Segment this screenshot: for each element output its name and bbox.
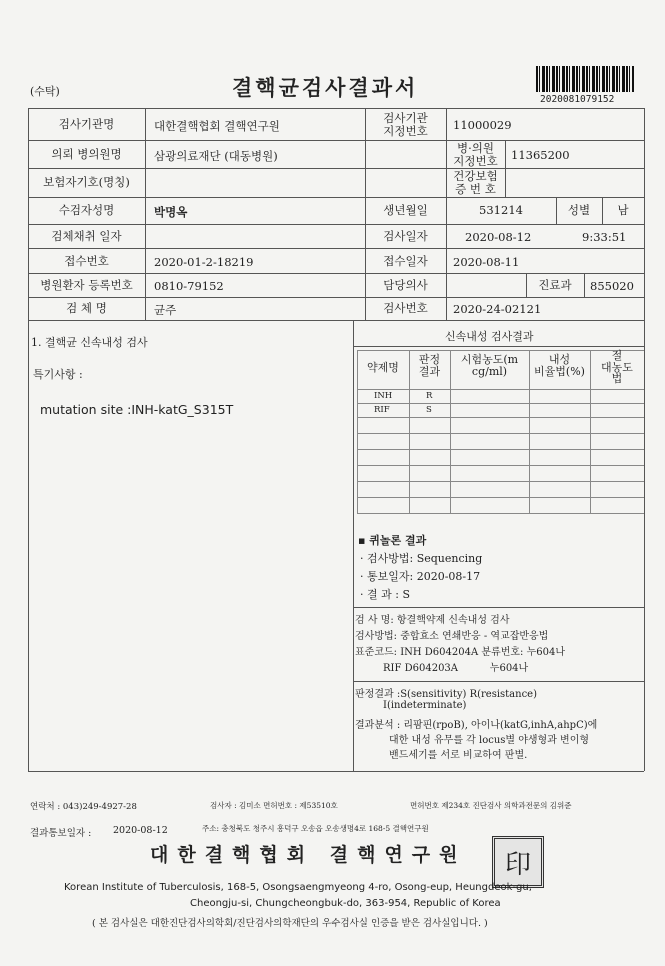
method-code-2: RIF D604203A 누604나 bbox=[383, 663, 529, 674]
col-crit-line3: 법 bbox=[611, 372, 623, 386]
col-conc-line2: cg/ml) bbox=[471, 365, 508, 379]
hosp-reg-label: 병원환자 등록번호 bbox=[40, 278, 133, 292]
receipt-no-value: 2020-01-2-18219 bbox=[154, 255, 254, 269]
receipt-no-label: 접수번호 bbox=[64, 254, 109, 268]
method-test-name: 검 사 명: 항결핵약제 신속내성 검사 bbox=[355, 615, 510, 626]
col-conc bbox=[450, 354, 529, 378]
col-result bbox=[409, 354, 450, 378]
specimen-label: 검 체 명 bbox=[66, 301, 107, 315]
patient-value: 박명옥 bbox=[154, 205, 188, 219]
seal-text: 印 bbox=[504, 849, 531, 880]
dept-label: 진료과 bbox=[538, 278, 572, 292]
contact: 연락처 : 043)249-4927-28 bbox=[30, 802, 137, 812]
hosp-reg-value: 0810-79152 bbox=[154, 279, 224, 293]
col-resist bbox=[529, 354, 590, 378]
interp-4: 대한 내성 유무를 각 locus별 야생형과 변이형 bbox=[389, 735, 590, 746]
insurance-label: 보험자기호(명칭) bbox=[43, 175, 130, 189]
req-hospital-label: 의뢰 병의원명 bbox=[51, 147, 122, 161]
dob-label: 생년월일 bbox=[383, 203, 428, 217]
interp-3: 결과분석 : 리팜핀(rpoB), 아이나(katG,inhA,ahpC)에 bbox=[355, 720, 598, 731]
test-no-value: 2020-24-02121 bbox=[453, 302, 542, 316]
copy-label: (수탁) bbox=[30, 85, 60, 98]
org-name: 대한결핵협회 결핵연구원 bbox=[150, 844, 467, 866]
eng-line-2: Cheongju-si, Chungcheongbuk-do, 363-954, Republic of Korea bbox=[190, 898, 501, 909]
row-result-inh: R bbox=[426, 391, 433, 401]
sex-label: 성별 bbox=[567, 203, 591, 217]
col-crit bbox=[590, 350, 644, 385]
lab-code-label-line1: 검사기관 bbox=[383, 111, 428, 125]
specimen-value: 균주 bbox=[154, 303, 177, 317]
mutation-text: mutation site :INH-katG_S315T bbox=[40, 402, 234, 417]
dob-value: 531214 bbox=[479, 203, 523, 217]
test-time-value: 9:33:51 bbox=[582, 230, 627, 244]
test-no-label: 검사번호 bbox=[383, 301, 428, 315]
lab-code-value: 11000029 bbox=[453, 118, 512, 132]
tester: 검사자 : 김미소 면허번호 : 제53510호 bbox=[210, 801, 338, 810]
fq-date: · 통보일자: 2020-08-17 bbox=[360, 570, 481, 583]
hosp-code-label-line1: 병·의원 bbox=[457, 141, 494, 155]
col-crit-line1: 절 bbox=[611, 349, 623, 362]
hc-label-line2: 증 번 호 bbox=[455, 181, 496, 196]
eng-line-1: Korean Institute of Tuberculosis, 168-5, Osongsaengmyeong 4-ro, Osong-eup, Heungdeok-gu, bbox=[64, 882, 532, 893]
collect-label: 검체채취 일자 bbox=[51, 229, 122, 243]
interp-5: 밴드세기를 서로 비교하여 판별. bbox=[389, 750, 528, 761]
interp-1: 판정결과 :S(sensitivity) R(resistance) bbox=[355, 689, 538, 700]
doctor-label: 담당의사 bbox=[383, 278, 428, 292]
cert-note: ( 본 검사실은 대한진단검사의학회/진단검사의학재단의 우수검사실 인증을 받은 검사실입니다. ) bbox=[92, 918, 488, 929]
lab-code-label-line2: 지정번호 bbox=[383, 123, 428, 138]
lab-label: 검사기관명 bbox=[58, 117, 115, 131]
fq-result: · 결 과 : S bbox=[360, 588, 410, 601]
lab-value: 대한결핵협회 결핵연구원 bbox=[154, 119, 280, 133]
page-title: 결핵균검사결과서 bbox=[232, 75, 419, 100]
row-drug-inh: INH bbox=[374, 391, 393, 401]
hosp-code-value: 11365200 bbox=[511, 148, 570, 162]
official-seal bbox=[492, 836, 544, 888]
dept-value: 855020 bbox=[590, 279, 634, 293]
receipt-date-value: 2020-08-11 bbox=[453, 255, 520, 269]
sex-value: 남 bbox=[617, 203, 629, 217]
method-code-1: 표준코드: INH D604204A 분류번호: 누604나 bbox=[355, 647, 565, 658]
test-date-value: 2020-08-12 bbox=[465, 230, 532, 244]
fq-title: ▪ 퀴놀론 결과 bbox=[358, 534, 427, 547]
lab-code-label bbox=[365, 112, 446, 137]
hosp-code-label bbox=[446, 142, 505, 167]
col-conc-line1: 시험농도(m bbox=[460, 353, 519, 366]
row-drug-rif: RIF bbox=[374, 405, 390, 415]
notify-label: 결과통보일자 : bbox=[30, 828, 92, 839]
interp-2: I(indeterminate) bbox=[383, 700, 467, 711]
hc-label bbox=[446, 170, 505, 195]
barcode bbox=[536, 66, 634, 92]
col-result-line2: 결과 bbox=[418, 365, 441, 379]
col-resist-line1: 내성 bbox=[548, 353, 571, 366]
method-method: 검사방법: 중합효소 연쇄반응 - 역교잡반응법 bbox=[355, 631, 549, 642]
col-crit-line2: 대농도 bbox=[601, 360, 633, 374]
right-panel-title: 신속내성 검사결과 bbox=[445, 330, 534, 343]
hosp-code-label-line2: 지정번호 bbox=[453, 153, 498, 168]
remarks-label: 특기사항 : bbox=[33, 368, 83, 381]
patient-label: 수검자성명 bbox=[58, 203, 115, 217]
barcode-number: 2020081079152 bbox=[540, 94, 615, 105]
license: 면허번호 제234호 진단검사 의학과전문의 김위준 bbox=[410, 801, 572, 810]
fq-method: · 검사방법: Sequencing bbox=[360, 552, 483, 565]
address: 주소: 충청북도 청주시 흥덕구 오송읍 오송생명4로 168-5 결핵연구원 bbox=[202, 824, 429, 833]
req-hospital-value: 삼광의료재단 (대동병원) bbox=[154, 149, 278, 163]
test-date-label: 검사일자 bbox=[383, 229, 428, 243]
notify-date: 2020-08-12 bbox=[113, 825, 168, 836]
col-result-line1: 판정 bbox=[418, 353, 441, 366]
section-title: 1. 결핵균 신속내성 검사 bbox=[31, 336, 148, 349]
hc-label-line1: 건강보험 bbox=[453, 169, 498, 183]
receipt-date-label: 접수일자 bbox=[383, 254, 428, 268]
col-resist-line2: 비율법(%) bbox=[534, 365, 585, 379]
row-result-rif: S bbox=[426, 405, 432, 415]
col-drug: 약제명 bbox=[367, 361, 399, 374]
